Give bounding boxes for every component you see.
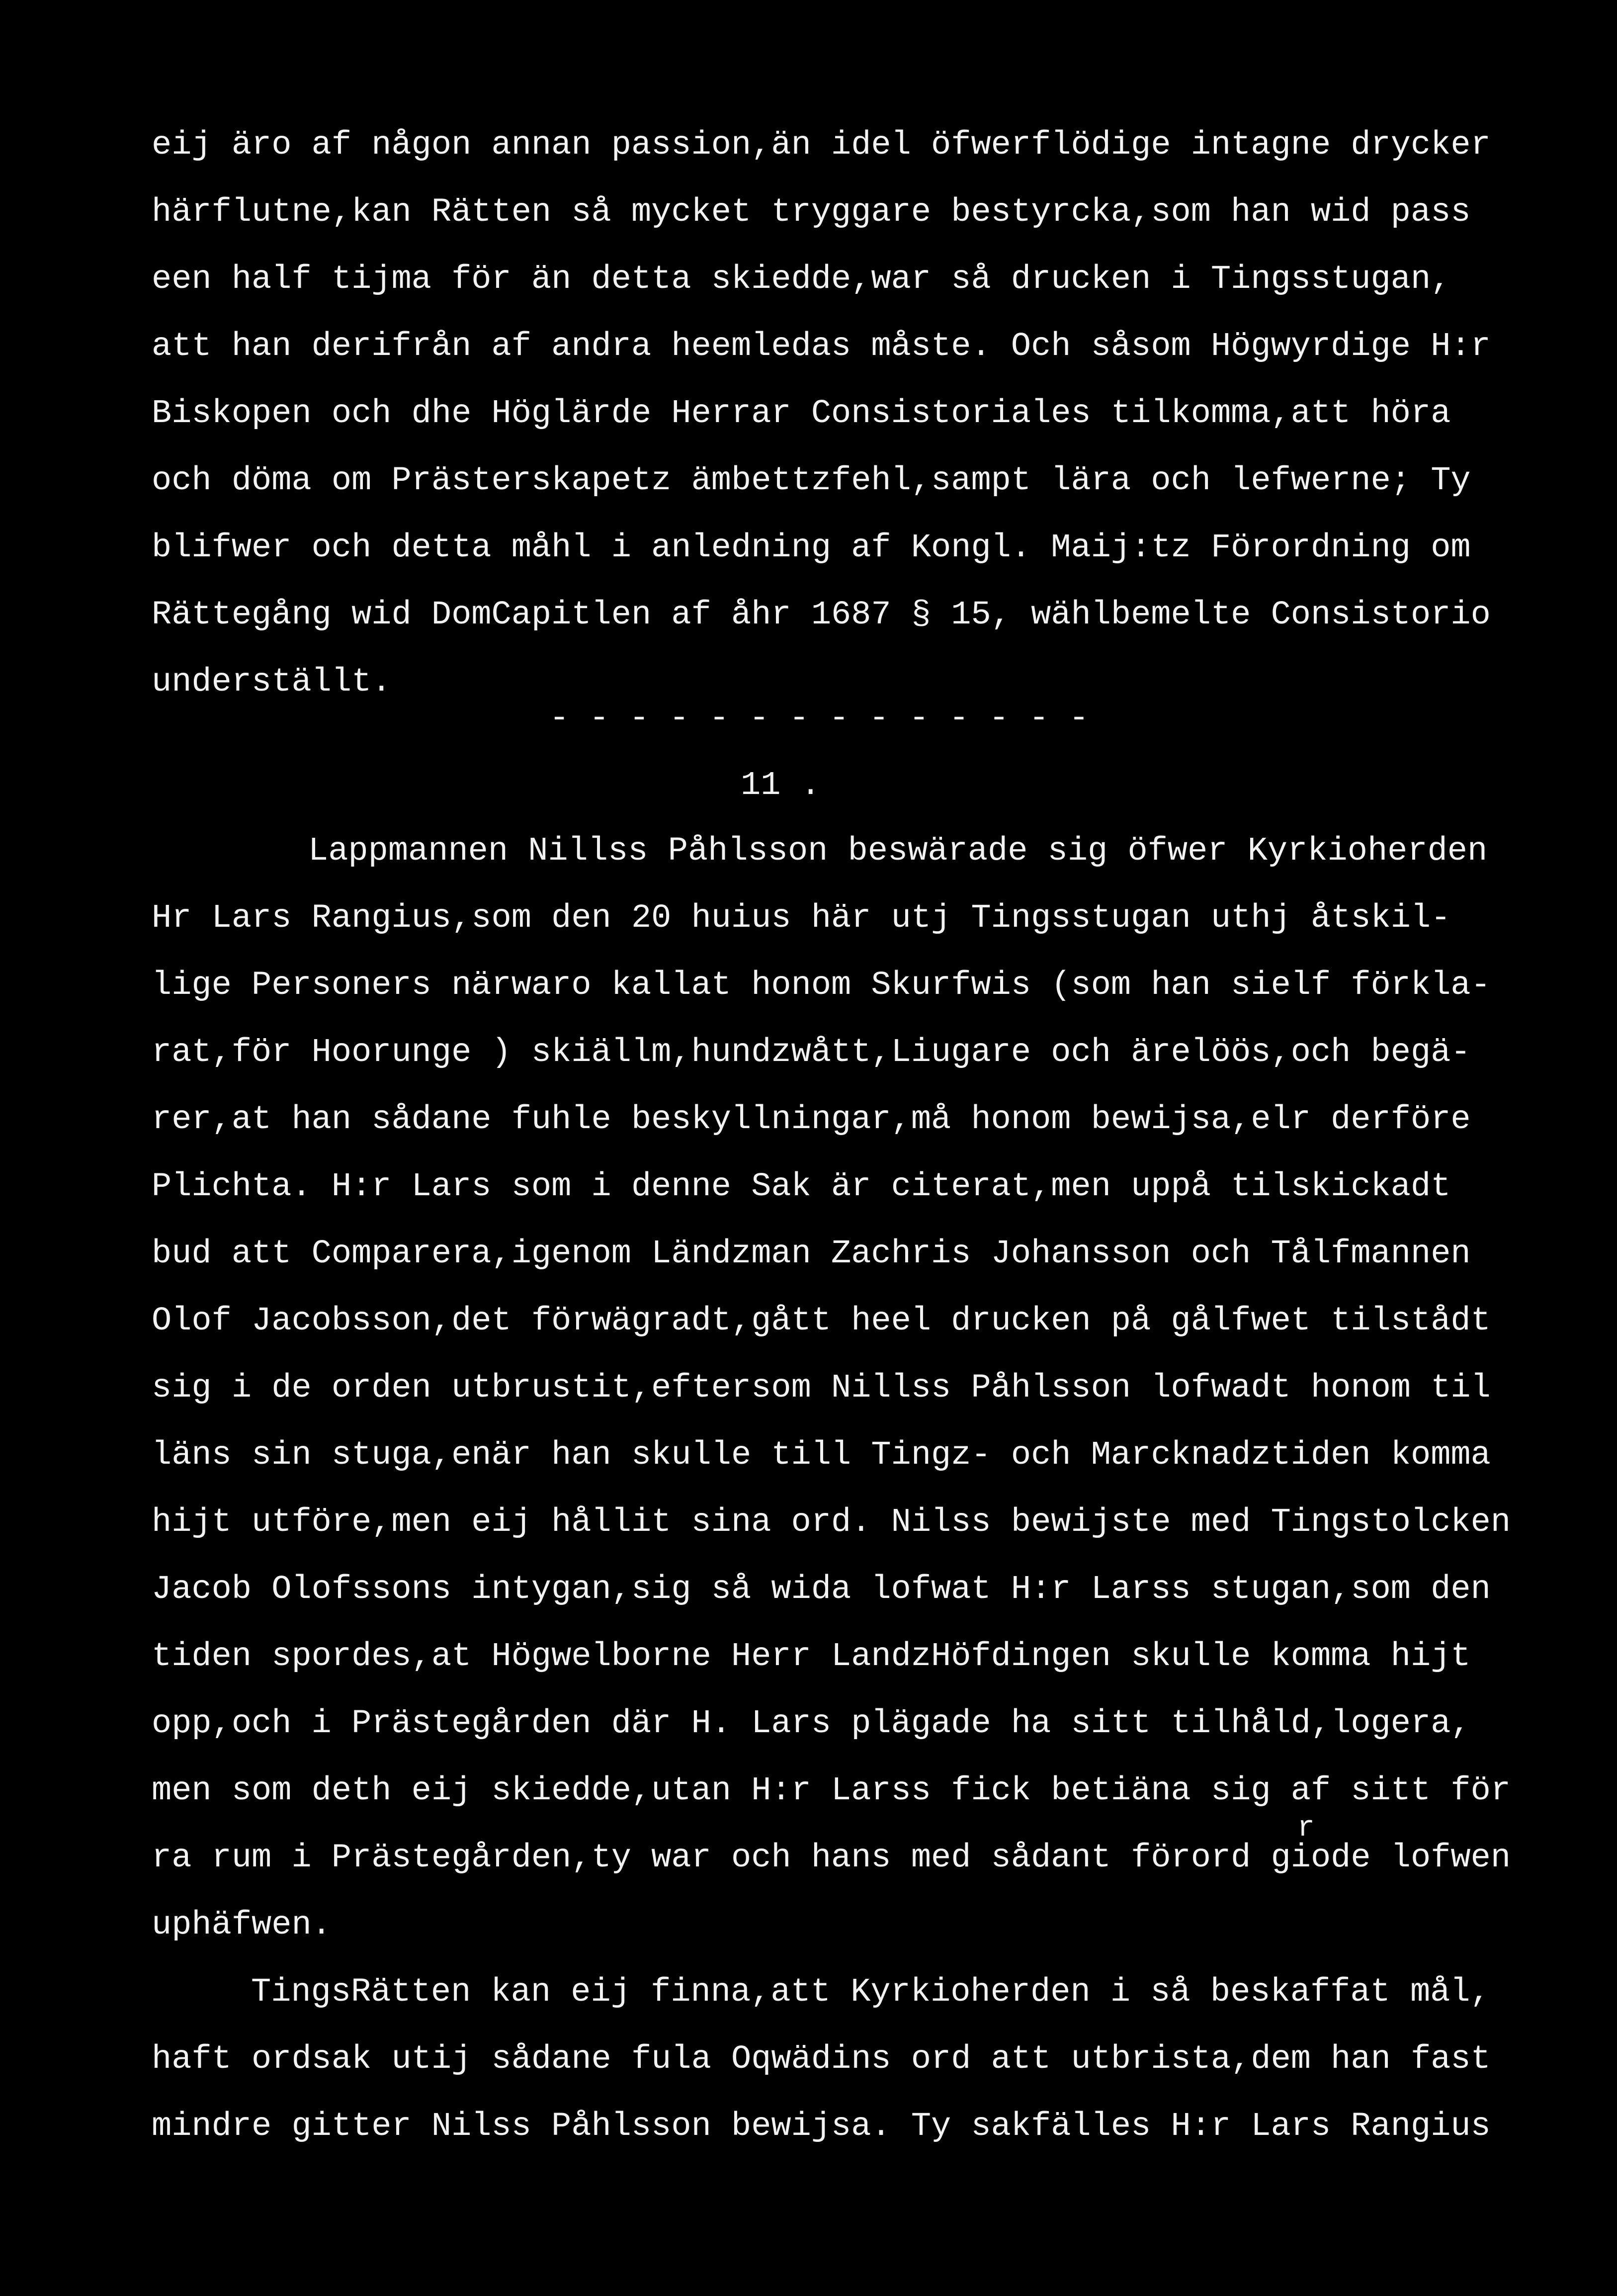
- text-line: TingsRätten kan eij finna,att Kyrkioherden i så beskaffat mål,: [251, 1973, 1490, 2011]
- text-line: lige Personers närwaro kallat honom Skurfwis (som han sielf förkla-: [152, 967, 1491, 1004]
- text-line: Lappmannen Nillss Påhlsson beswärade sig öfwer Kyrkioherden: [308, 832, 1488, 870]
- text-line: Hr Lars Rangius,som den 20 huius här utj Tingsstugan uthj åtskil-: [152, 899, 1451, 937]
- text-line: eij äro af någon annan passion,än idel öfwerflödige intagne drycker: [152, 126, 1491, 164]
- text-line: men som deth eij skiedde,utan H:r Larss fick betiäna sig af sitt för: [152, 1772, 1511, 1810]
- text-line: mindre gitter Nilss Påhlsson bewijsa. Ty sakfälles H:r Lars Rangius: [152, 2108, 1491, 2145]
- section-number: 11 .: [741, 767, 821, 804]
- text-line: rat,för Hoorunge ) skiällm,hundzwått,Liugare och ärelöös,och begä-: [152, 1034, 1471, 1071]
- text-line: Biskopen och dhe Höglärde Herrar Consistoriales tilkomma,att höra: [152, 395, 1451, 433]
- text-line: rer,at han sådane fuhle beskyllningar,må honom bewijsa,elr derföre: [152, 1101, 1471, 1139]
- text-line: Rättegång wid DomCapitlen af åhr 1687 § 15, wählbemelte Consistorio: [152, 596, 1491, 634]
- text-line: haft ordsak utij sådane fula Oqwädins ord att utbrista,dem han fast: [152, 2040, 1491, 2078]
- text-line: ra rum i Prästegården,ty war och hans med sådant förord giode lofwen: [152, 1839, 1511, 1877]
- text-line: underställt.: [152, 663, 392, 701]
- text-line: härflutne,kan Rätten så mycket tryggare bestyrcka,som han wid pass: [152, 193, 1471, 231]
- text-line: bud att Comparera,igenom Ländzman Zachris Johansson och Tålfmannen: [152, 1235, 1471, 1273]
- text-line: hijt utföre,men eij hållit sina ord. Nilss bewijste med Tingstolcken: [152, 1503, 1511, 1541]
- text-line: läns sin stuga,enär han skulle till Tingz- och Marcknadztiden komma: [152, 1436, 1491, 1474]
- superscript-mark: r: [1297, 1812, 1315, 1845]
- text-line: Jacob Olofssons intygan,sig så wida lofwat H:r Larss stugan,som den: [152, 1571, 1491, 1608]
- text-line: blifwer och detta måhl i anledning af Kongl. Maij:tz Förordning om: [152, 529, 1471, 567]
- text-line: Plichta. H:r Lars som i denne Sak är citerat,men uppå tilskickadt: [152, 1168, 1451, 1206]
- text-line: sig i de orden utbrustit,eftersom Nillss Påhlsson lofwadt honom til: [152, 1369, 1491, 1407]
- text-line: uphäfwen.: [152, 1906, 332, 1944]
- text-line: Olof Jacobsson,det förwägradt,gått heel drucken på gålfwet tilstådt: [152, 1302, 1491, 1340]
- text-line: opp,och i Prästegården där H. Lars plägade ha sitt tilhåld,logera,: [152, 1705, 1471, 1743]
- text-line: att han derifrån af andra heemledas måste. Och såsom Högwyrdige H:r: [152, 328, 1491, 365]
- separator-line: - - - - - - - - - - - - - -: [549, 700, 1089, 737]
- text-line: een half tijma för än detta skiedde,war så drucken i Tingsstugan,: [152, 261, 1451, 298]
- text-line: och döma om Prästerskapetz ämbettzfehl,sampt lära och lefwerne; Ty: [152, 462, 1471, 500]
- text-line: tiden spordes,at Högwelborne Herr LandzHöfdingen skulle komma hijt: [152, 1638, 1471, 1676]
